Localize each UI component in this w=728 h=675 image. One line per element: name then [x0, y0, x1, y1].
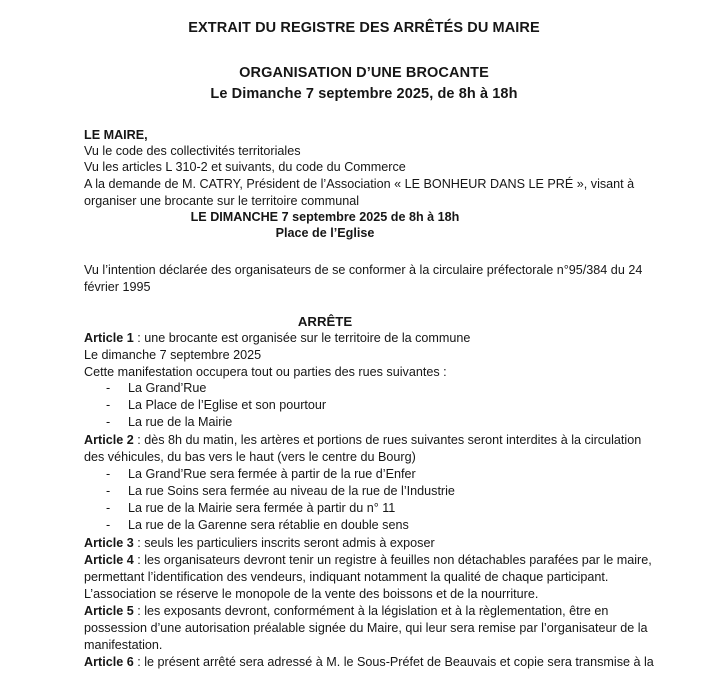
- subject-title: ORGANISATION D’UNE BROCANTE: [239, 65, 489, 81]
- article-5-line-3: manifestation.: [84, 638, 163, 652]
- article-4-line-3: L’association se réserve le monopole de la vente des boissons et de la nourriture.: [84, 587, 539, 601]
- date-title: Le Dimanche 7 septembre 2025, de 8h à 18h: [210, 86, 518, 102]
- vu-line-3a: Vu l’intention déclarée des organisateurs de se conformer à la circulaire préfectorale n°95/384 du 24: [84, 263, 643, 277]
- list-item: - La rue Soins sera fermée au niveau de la rue de l’Industrie: [106, 484, 455, 498]
- article-6-text: : le présent arrêté sera adressé à M. le Sous-Préfet de Beauvais et copie sera transmise à la: [133, 655, 654, 669]
- list-item: - La rue de la Garenne sera rétablie en double sens: [106, 518, 409, 532]
- article-3: [84, 535, 435, 551]
- article-5-line-2: possession d’une autorisation préalable signée du Maire, qui leur sera remise par l’organisateur de la: [84, 621, 648, 635]
- demande-line-2: organiser une brocante sur le territoire communal: [84, 194, 360, 208]
- article-4-label: Article 4: [84, 553, 134, 567]
- vu-line-1: Vu le code des collectivités territoriales: [84, 144, 301, 158]
- article-1: [84, 330, 470, 346]
- article-6-label: Article 6: [84, 655, 134, 669]
- list-item: - La rue de la Mairie sera fermée à partir du n° 11: [106, 501, 396, 515]
- article-4-text: : les organisateurs devront tenir un registre à feuilles non détachables parafées par le maire,: [133, 553, 652, 567]
- article-2-line-2: des véhicules, du bas vers le haut (vers le centre du Bourg): [84, 450, 416, 464]
- arrete-title: ARRÊTE: [297, 314, 353, 329]
- vu-line-2: Vu les articles L 310-2 et suivants, du code du Commerce: [84, 160, 406, 174]
- vu-line-3b: février 1995: [84, 280, 151, 294]
- article-2: [84, 432, 641, 448]
- article-5-text: : les exposants devront, conformément à la législation et à la règlementation, être en: [133, 604, 609, 618]
- registry-title: EXTRAIT DU REGISTRE DES ARRÊTÉS DU MAIRE: [188, 20, 540, 36]
- article-5-label: Article 5: [84, 604, 134, 618]
- article-6: [84, 654, 654, 670]
- le-maire-heading: LE MAIRE,: [84, 128, 148, 142]
- article-2-label: Article 2: [84, 433, 134, 447]
- article-1-line-2: Le dimanche 7 septembre 2025: [84, 348, 262, 362]
- article-1-label: Article 1: [84, 331, 134, 345]
- event-place: Place de l’Eglise: [275, 226, 375, 240]
- list-item: - La Place de l’Eglise et son pourtour: [106, 398, 327, 412]
- article-4: [84, 552, 652, 568]
- list-item: - La Grand’Rue: [106, 381, 207, 395]
- event-date: LE DIMANCHE 7 septembre 2025 de 8h à 18h: [190, 210, 460, 224]
- list-item: - La rue de la Mairie: [106, 415, 233, 429]
- article-5: [84, 603, 608, 619]
- article-3-text: : seuls les particuliers inscrits seront admis à exposer: [133, 536, 435, 550]
- list-item: - La Grand’Rue sera fermée à partir de la rue d’Enfer: [106, 467, 416, 481]
- article-4-line-2: permettant l’identification des vendeurs, indiquant notamment la qualité de chaque participant.: [84, 570, 609, 584]
- article-2-text: : dès 8h du matin, les artères et portions de rues suivantes seront interdites à la circulation: [133, 433, 642, 447]
- article-1-line-3: Cette manifestation occupera tout ou parties des rues suivantes :: [84, 365, 447, 379]
- article-3-label: Article 3: [84, 536, 134, 550]
- article-1-text: : une brocante est organisée sur le territoire de la commune: [133, 331, 471, 345]
- demande-line-1: A la demande de M. CATRY, Président de l’Association « LE BONHEUR DANS LE PRÉ », visant à: [84, 177, 635, 191]
